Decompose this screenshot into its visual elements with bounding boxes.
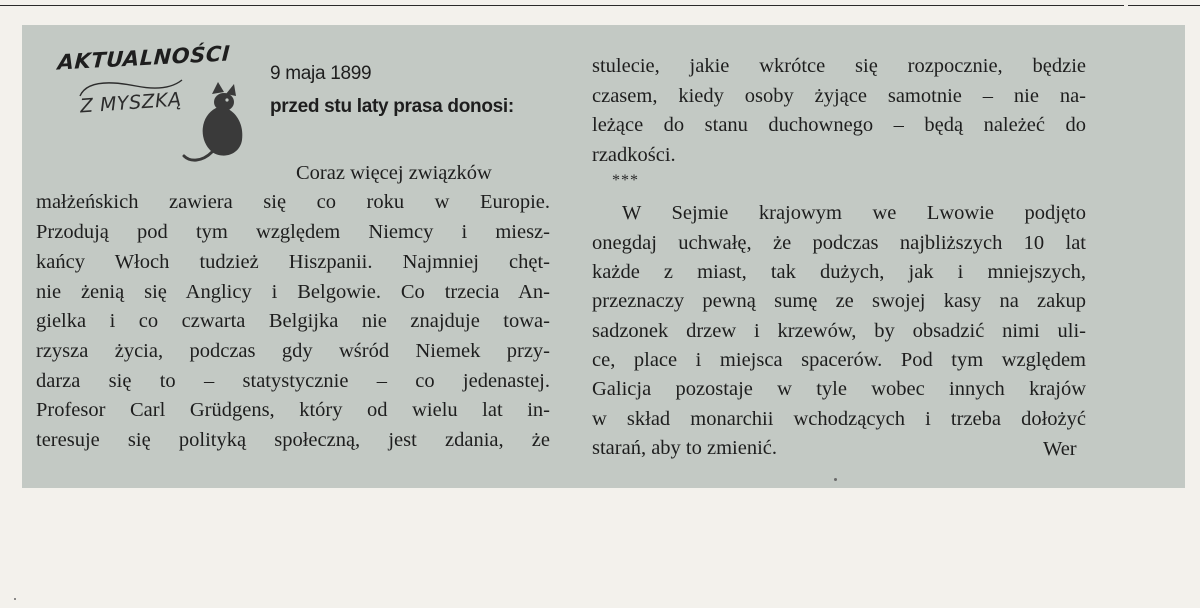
top-rule <box>0 0 1124 6</box>
text-line: starań, aby to zmienić. <box>592 437 778 459</box>
author-signature: Wer <box>1043 438 1077 460</box>
section-separator: *** <box>612 172 639 189</box>
text-line: W Sejmie krajowym we Lwowie podjęto <box>622 202 1086 224</box>
article-headline: przed stu laty prasa donosi: <box>270 96 514 117</box>
text-line: gielka i co czwarta Belgijka nie znajduje towa- <box>36 310 550 332</box>
print-speck <box>14 598 16 600</box>
text-line: Profesor Carl Grüdgens, który od wielu lat in- <box>36 399 550 421</box>
text-line: kańcy Włoch tudzież Hiszpanii. Najmniej chęt- <box>36 251 550 273</box>
text-line: stulecie, jakie wkrótce się rozpocznie, będzie <box>592 55 1086 77</box>
top-rule-right <box>1128 5 1200 6</box>
text-line: nie żenią się Anglicy i Belgowie. Co trzecia An- <box>36 281 550 303</box>
text-line: teresuje się polityką społeczną, jest zdania, że <box>36 429 550 451</box>
text-line: darza się to – statystycznie – co jedenastej. <box>36 370 550 392</box>
logo-subtitle: Z MYSZKĄ <box>79 88 183 118</box>
text-line: w skład monarchii wchodzących i trzeba dołożyć <box>592 408 1086 430</box>
text-line: sadzonek drzew i krzewów, by obsadzić nimi uli- <box>592 320 1086 342</box>
text-line: leżące do stanu duchownego – będą należeć do <box>592 114 1086 136</box>
text-line: małżeńskich zawiera się co roku w Europie. <box>36 191 550 213</box>
mouse-icon <box>182 80 254 170</box>
article-date: 9 maja 1899 <box>270 63 372 84</box>
text-line: przeznaczy pewną sumę ze swojej kasy na zakup <box>592 290 1086 312</box>
text-line: rzadkości. <box>592 144 676 166</box>
text-line: rzysza życia, podczas gdy wśród Niemek przy- <box>36 340 550 362</box>
text-line: Coraz więcej związków <box>296 162 492 184</box>
text-line: ce, place i miejsca spacerów. Pod tym względem <box>592 349 1086 371</box>
text-line: onegdaj uchwałę, że podczas najbliższych 10 lat <box>592 232 1086 254</box>
text-line: Galicja pozostaje w tyle wobec innych krajów <box>592 378 1086 400</box>
section-logo <box>58 40 254 170</box>
text-line: czasem, kiedy osoby żyjące samotnie – nie na- <box>592 85 1086 107</box>
print-speck <box>834 478 837 481</box>
text-line: każde z miast, tak dużych, jak i mniejszych, <box>592 261 1086 283</box>
logo-title: AKTUALNOŚCI <box>57 41 231 75</box>
text-line: Przodują pod tym względem Niemcy i miesz- <box>36 221 550 243</box>
